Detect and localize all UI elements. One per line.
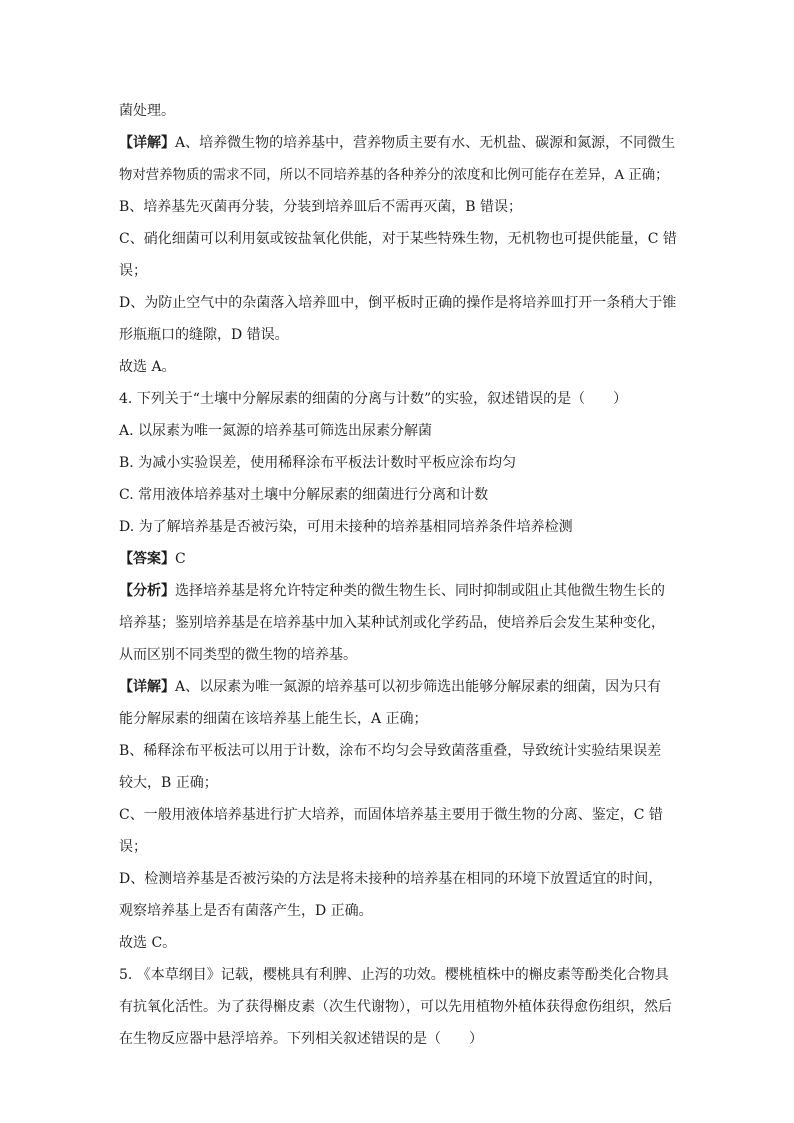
text-line: 观察培养基上是否有菌落产生，D 正确。 bbox=[119, 903, 373, 919]
text-line: 有抗氧化活性。为了获得槲皮素（次生代谢物），可以先用植物外植体获得愈伤组织，然后 bbox=[119, 999, 672, 1015]
option-b: B. 为减小实验误差，使用稀释涂布平板法计数时平板应涂布均匀 bbox=[119, 455, 517, 471]
section-tag: 【详解】 bbox=[119, 135, 175, 151]
section-tag: 【分析】 bbox=[119, 583, 175, 599]
text-line: 误； bbox=[119, 263, 147, 279]
text-line: D、为防止空气中的杂菌落入培养皿中，倒平板时正确的操作是将培养皿打开一条稍大于锥 bbox=[119, 295, 677, 311]
text-line: 培养基；鉴别培养基是在培养基中加入某种试剂或化学药品，使培养后会发生某种变化， bbox=[119, 615, 665, 631]
text-line: 【详解】A、培养微生物的培养基中，营养物质主要有水、无机盐、碳源和氮源，不同微生 bbox=[119, 135, 676, 151]
section-tag: 【答案】 bbox=[119, 551, 175, 567]
text-line: C、硝化细菌可以利用氨或铵盐氧化供能，对于某些特殊生物，无机物也可提供能量，C 错 bbox=[119, 231, 677, 247]
option-c: C. 常用液体培养基对土壤中分解尿素的细菌进行分离和计数 bbox=[119, 487, 489, 503]
option-d: D. 为了解培养基是否被污染，可用未接种的培养基相同培养条件培养检测 bbox=[119, 519, 573, 535]
text-line: 菌处理。 bbox=[119, 103, 175, 119]
answer-line: 【答案】C bbox=[119, 551, 186, 567]
section-tag: 【详解】 bbox=[119, 679, 175, 695]
text-line: 误； bbox=[119, 839, 147, 855]
text-line: C、一般用液体培养基进行扩大培养，而固体培养基主要用于微生物的分离、鉴定，C 错 bbox=[119, 807, 663, 823]
text-line: 【详解】A、以尿素为唯一氮源的培养基可以初步筛选出能够分解尿素的细菌，因为只有 bbox=[119, 679, 662, 695]
text-line: 能分解尿素的细菌在该培养基上能生长，A 正确； bbox=[119, 711, 428, 727]
option-a: A. 以尿素为唯一氮源的培养基可筛选出尿素分解菌 bbox=[119, 423, 433, 439]
question-4-stem: 4. 下列关于“土壤中分解尿素的细菌的分离与计数”的实验，叙述错误的是（ ） bbox=[119, 391, 628, 407]
question-5-stem: 5. 《本草纲目》记载，樱桃具有利脾、止泻的功效。樱桃植株中的槲皮素等酚类化合物具 bbox=[119, 967, 669, 983]
text-line: 形瓶瓶口的缝隙，D 错误。 bbox=[119, 327, 289, 343]
text-line: 从而区别不同类型的微生物的培养基。 bbox=[119, 647, 357, 663]
text-line: 【分析】选择培养基是将允许特定种类的微生物生长、同时抑制或阻止其他微生物生长的 bbox=[119, 583, 665, 599]
text-line: 在生物反应器中悬浮培养。下列相关叙述错误的是（ ） bbox=[119, 1031, 483, 1047]
text-line: 物对营养物质的需求不同，所以不同培养基的各种养分的浓度和比例可能存在差异，A 正确； bbox=[119, 168, 669, 183]
text-line: D、检测培养基是否被污染的方法是将未接种的培养基在相同的环境下放置适宜的时间， bbox=[119, 871, 663, 887]
text-line: 故选 C。 bbox=[119, 935, 177, 951]
text-line: 较大，B 正确； bbox=[119, 775, 218, 791]
text-line: B、稀释涂布平板法可以用于计数，涂布不均匀会导致菌落重叠，导致统计实验结果误差 bbox=[119, 743, 662, 759]
text-line: B、培养基先灭菌再分装，分装到培养皿后不需再灭菌，B 错误； bbox=[119, 199, 523, 215]
text-line: 故选 A。 bbox=[119, 359, 176, 375]
